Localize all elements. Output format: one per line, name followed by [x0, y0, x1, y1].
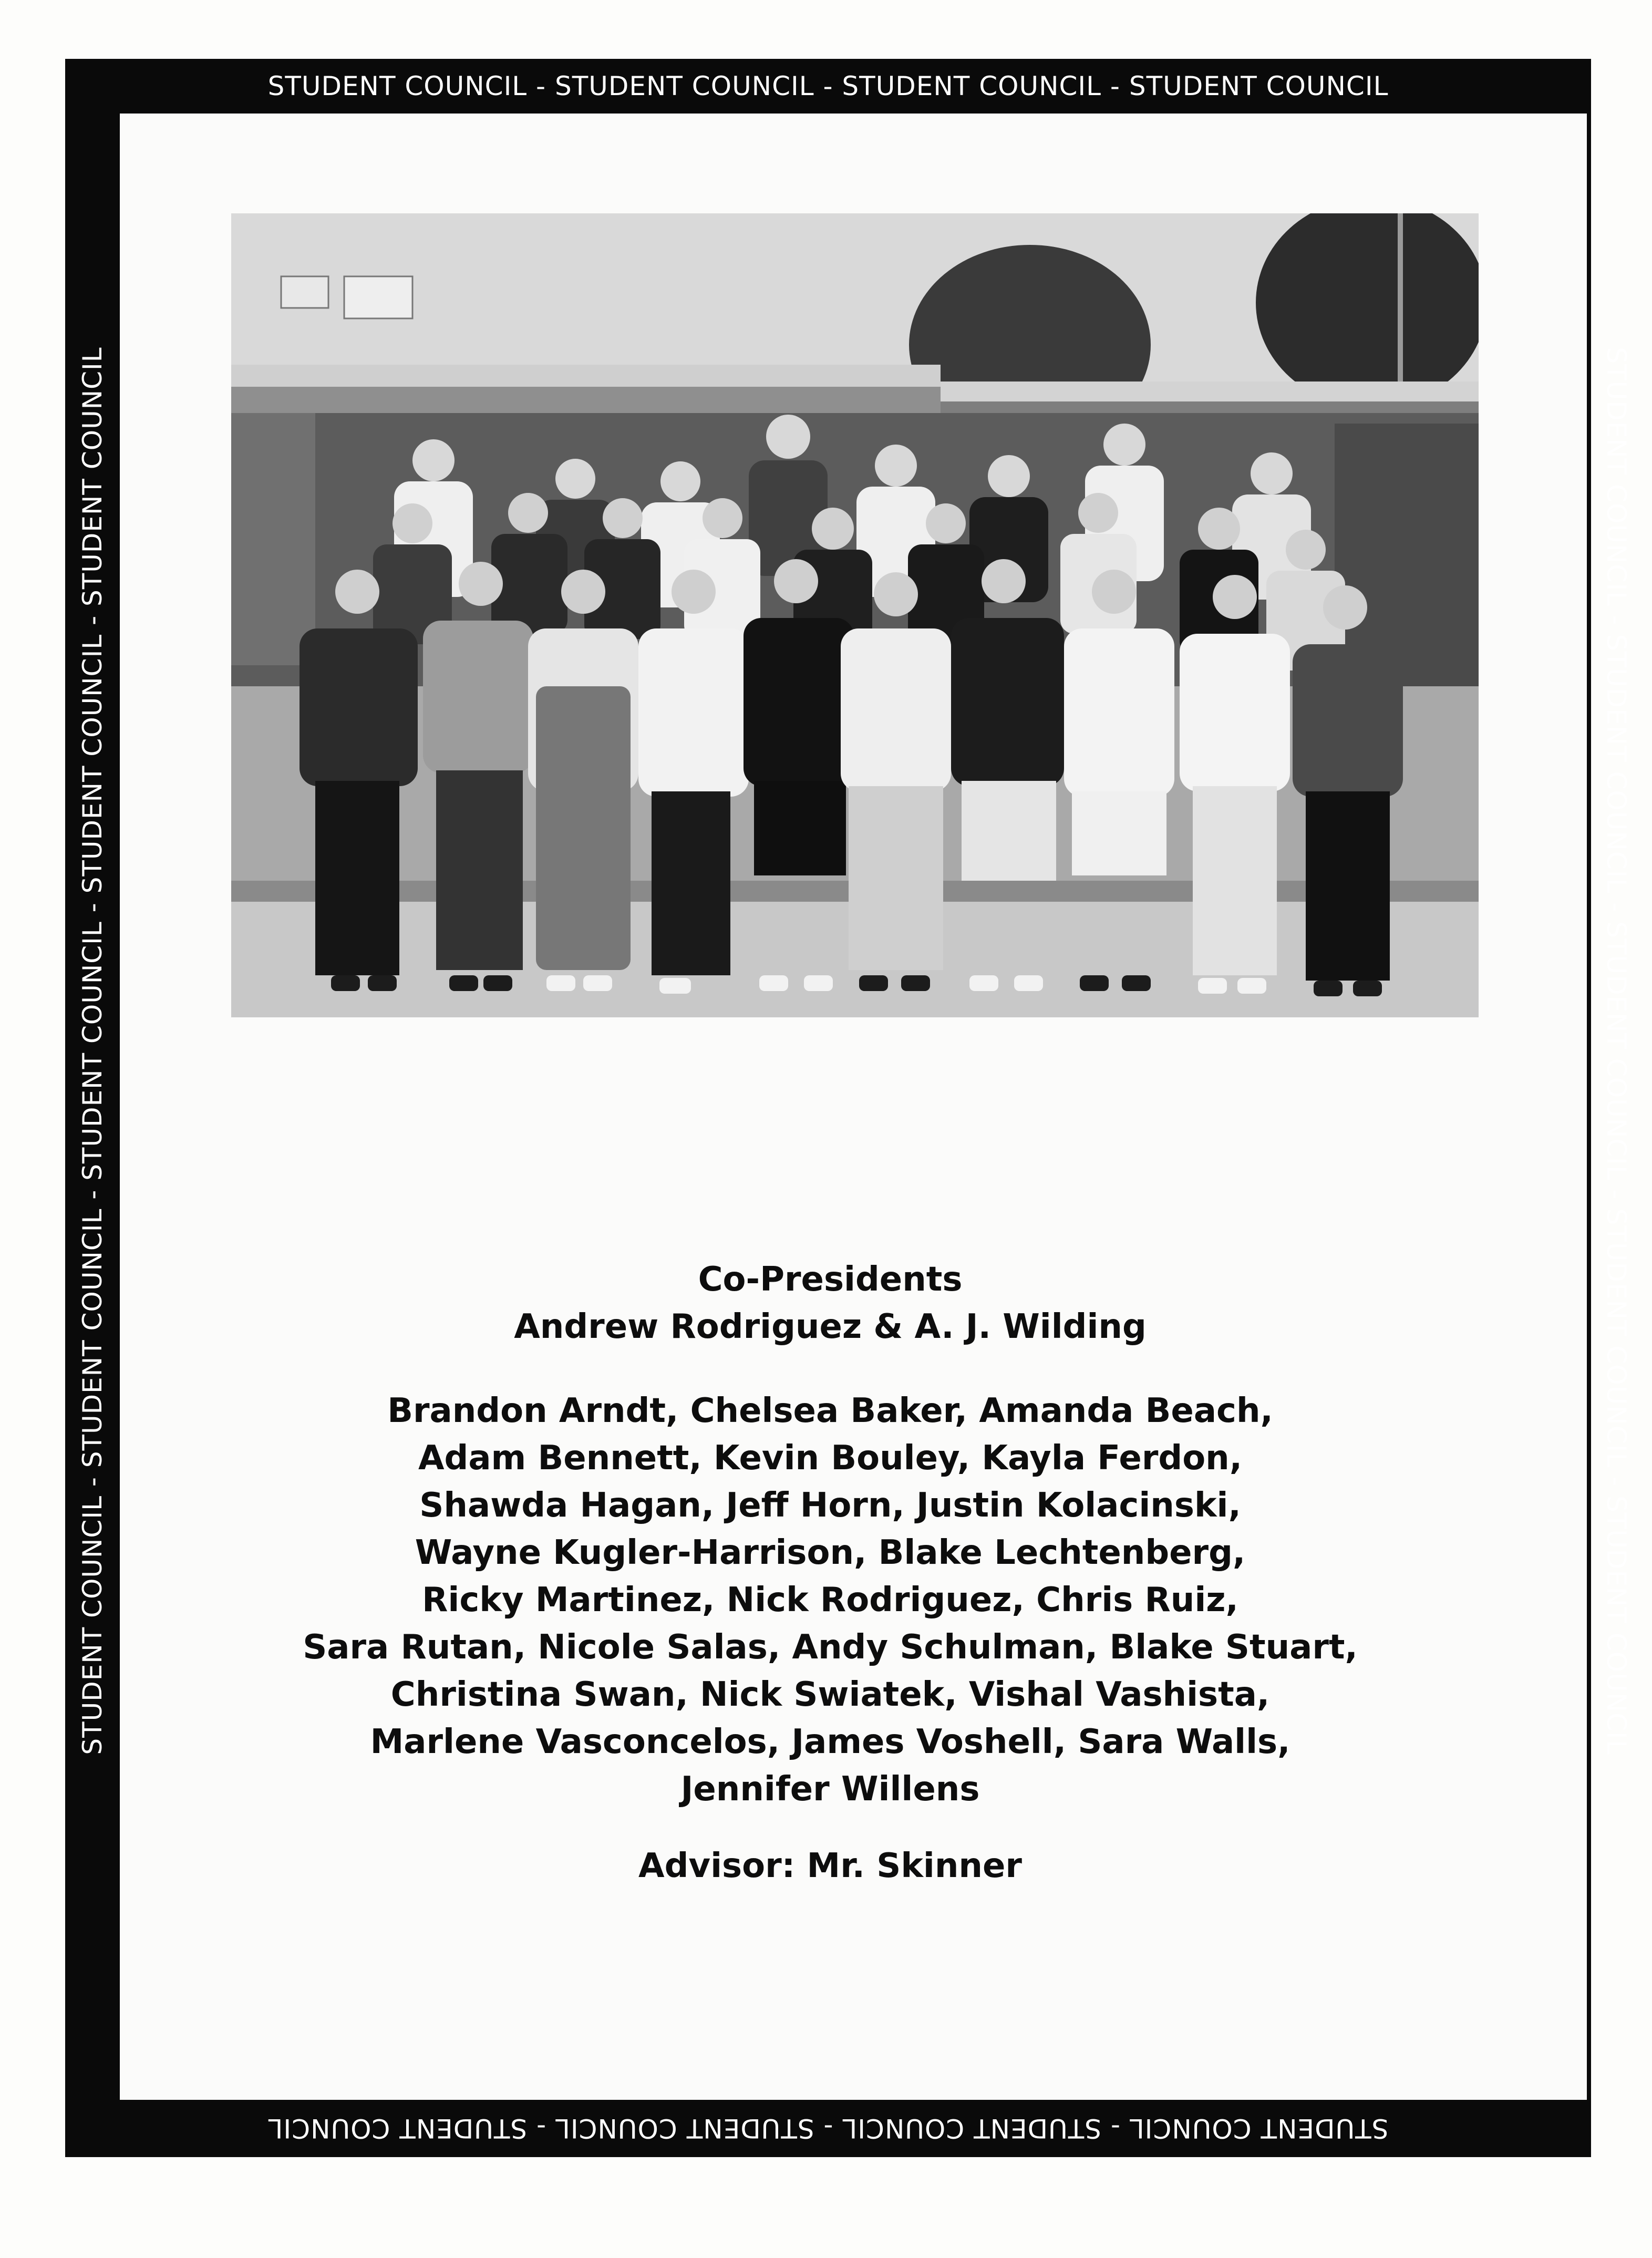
border-text-left: STUDENT COUNCIL - STUDENT COUNCIL - STUDENT COUNCIL - STUDENT COUNCIL - STUDENT COUNCIL: [77, 347, 108, 1755]
border-text-bottom: STUDENT COUNCIL - STUDENT COUNCIL - STUDENT COUNCIL - STUDENT COUNCIL: [267, 2113, 1389, 2144]
roster-text: [179, 1256, 1482, 1890]
members-line: Wayne Kugler-Harrison, Blake Lechtenberg,: [415, 1533, 1246, 1572]
officers-names: Andrew Rodriguez & A. J. Wilding: [514, 1307, 1147, 1346]
members-line: Brandon Arndt, Chelsea Baker, Amanda Beach,: [387, 1391, 1273, 1430]
border-text-top: STUDENT COUNCIL - STUDENT COUNCIL - STUDENT COUNCIL - STUDENT COUNCIL: [267, 71, 1389, 101]
members-list: [179, 1387, 1482, 1813]
members-line: Adam Bennett, Kevin Bouley, Kayla Ferdon,: [418, 1439, 1243, 1478]
group-photo: [231, 213, 1479, 1017]
border-text-right: STUDENT COUNCIL - STUDENT COUNCIL - STUDENT COUNCIL - STUDENT COUNCIL - STUDENT COUNCIL: [1601, 347, 1632, 1755]
members-line: Sara Rutan, Nicole Salas, Andy Schulman, Blake Stuart,: [303, 1628, 1358, 1667]
members-line: Christina Swan, Nick Swiatek, Vishal Vashista,: [390, 1675, 1270, 1714]
members-line: Shawda Hagan, Jeff Horn, Justin Kolacinski,: [419, 1486, 1241, 1525]
members-line: Ricky Martinez, Nick Rodriguez, Chris Ruiz,: [422, 1581, 1238, 1620]
officers-title: Co-Presidents: [698, 1260, 963, 1299]
members-line: Jennifer Willens: [680, 1770, 980, 1809]
members-line: Marlene Vasconcelos, James Voshell, Sara Walls,: [370, 1723, 1290, 1761]
advisor-line: Advisor: Mr. Skinner: [638, 1847, 1022, 1885]
